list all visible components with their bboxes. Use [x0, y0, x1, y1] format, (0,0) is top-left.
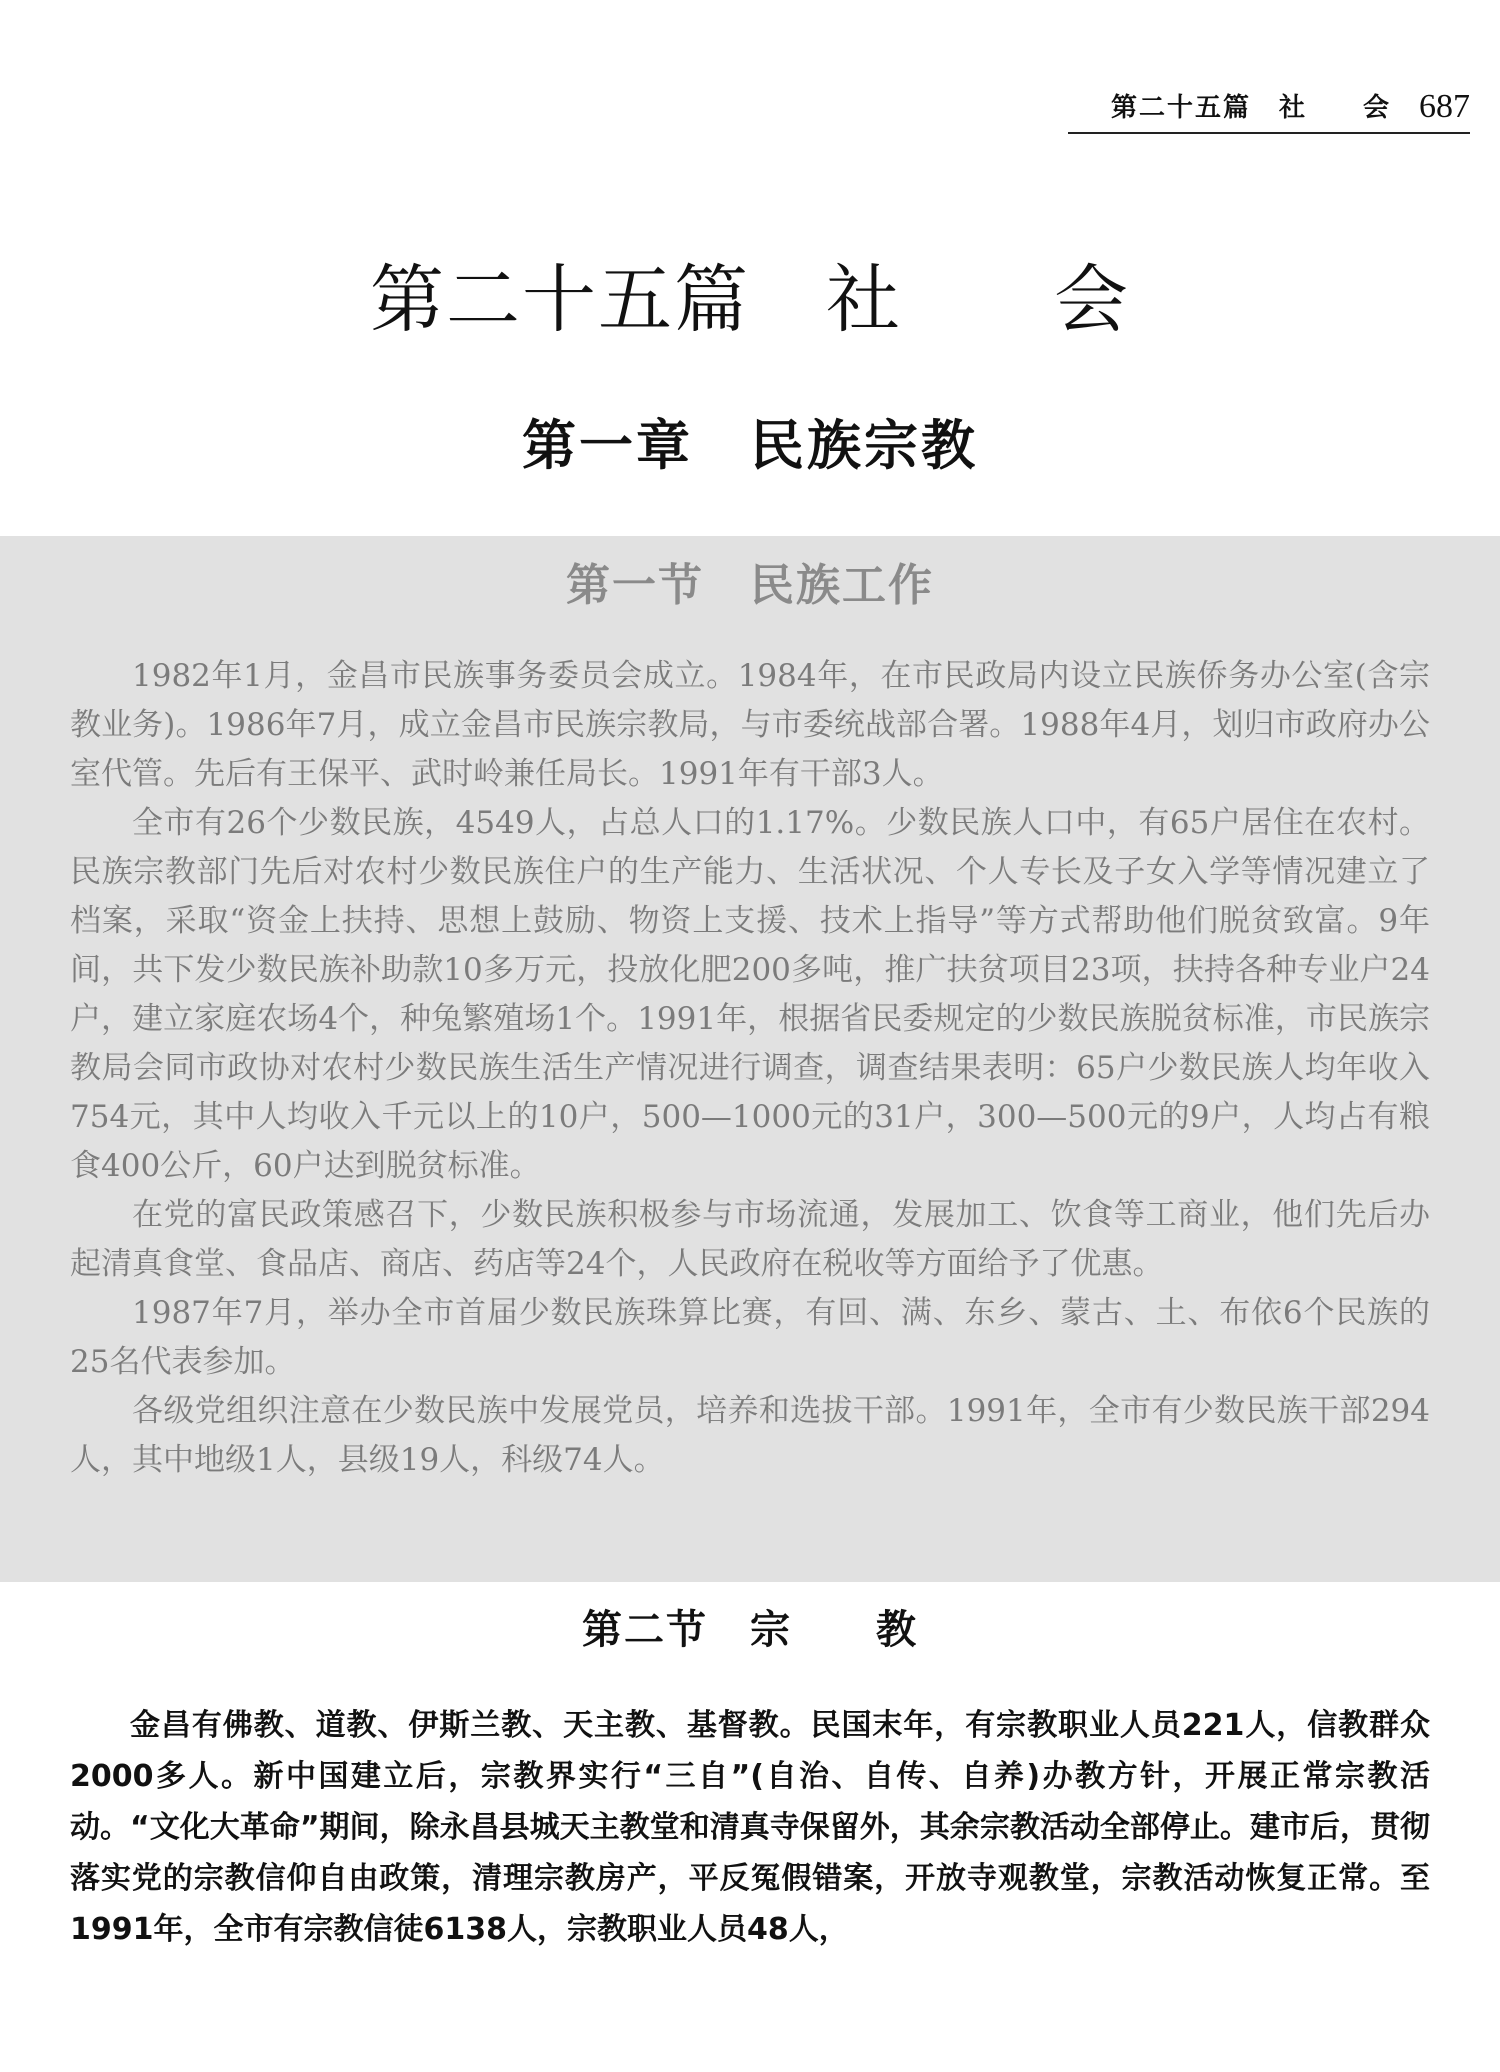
paragraph: 1982年1月，金昌市民族事务委员会成立。1984年，在市民政局内设立民族侨务办公室(含宗教业务)。1986年7月，成立金昌市民族宗教局，与市委统战部合署。1988年4月，划归市政府办公室代管。先后有王保平、武时岭兼任局长。1991年有干部3人。	[70, 658, 1430, 792]
paragraph: 各级党组织注意在少数民族中发展党员，培养和选拔干部。1991年，全市有少数民族干部294人，其中地级1人，县级19人，科级74人。	[70, 1393, 1430, 1478]
paragraph: 1987年7月，举办全市首届少数民族珠算比赛，有回、满、东乡、蒙古、土、布依6个民族的25名代表参加。	[70, 1295, 1430, 1380]
running-header	[1068, 84, 1470, 134]
paragraph: 全市有26个少数民族，4549人，占总人口的1.17%。少数民族人口中，有65户居住在农村。民族宗教部门先后对农村少数民族住户的生产能力、生活状况、个人专长及子女入学等情况建立了档案，采取“资金上扶持、思想上鼓励、物资上支援、技术上指导”等方式帮助他们脱贫致富。9年间，共下发少数民族补助款10多万元，投放化肥200多吨，推广扶贫项目23项，扶持各种专业户24户，建立家庭农场4个，种兔繁殖场1个。1991年，根据省民委规定的少数民族脱贫标准，市民族宗教局会同市政协对农村少数民族生活生产情况进行调查，调查结果表明：65户少数民族人均年收入754元，其中人均收入千元以上的10户，500—1000元的31户，300—500元的9户，人均占有粮食400公斤，60户达到脱贫标准。	[70, 805, 1430, 1184]
section-body-religion	[70, 1700, 1430, 1955]
paragraph: 金昌有佛教、道教、伊斯兰教、天主教、基督教。民国末年，有宗教职业人员221人，信教群众2000多人。新中国建立后，宗教界实行“三自”(自治、自传、自养)办教方针，开展正常宗教活动。“文化大革命”期间，除永昌县城天主教堂和清真寺保留外，其余宗教活动全部停止。建市后，贯彻落实党的宗教信仰自由政策，清理宗教房产，平反冤假错案，开放寺观教堂，宗教活动恢复正常。至1991年，全市有宗教信徒6138人，宗教职业人员48人，	[70, 1708, 1430, 1947]
section-title-ethnic-affairs: 第一节 民族工作	[566, 560, 934, 611]
running-header-title: 第二十五篇 社 会	[1110, 93, 1391, 123]
page-number: 687	[1419, 88, 1470, 125]
chapter-title: 第一章 民族宗教	[522, 414, 978, 477]
paragraph: 在党的富民政策感召下，少数民族积极参与市场流通，发展加工、饮食等工商业，他们先后办起清真食堂、食品店、商店、药店等24个，人民政府在税收等方面给予了优惠。	[70, 1197, 1430, 1282]
section-title-religion: 第二节 宗 教	[582, 1607, 918, 1653]
section-body-ethnic-affairs	[70, 652, 1430, 1485]
section-ethnic-affairs	[0, 536, 1500, 1582]
part-title: 第二十五篇 社 会	[370, 257, 1130, 343]
